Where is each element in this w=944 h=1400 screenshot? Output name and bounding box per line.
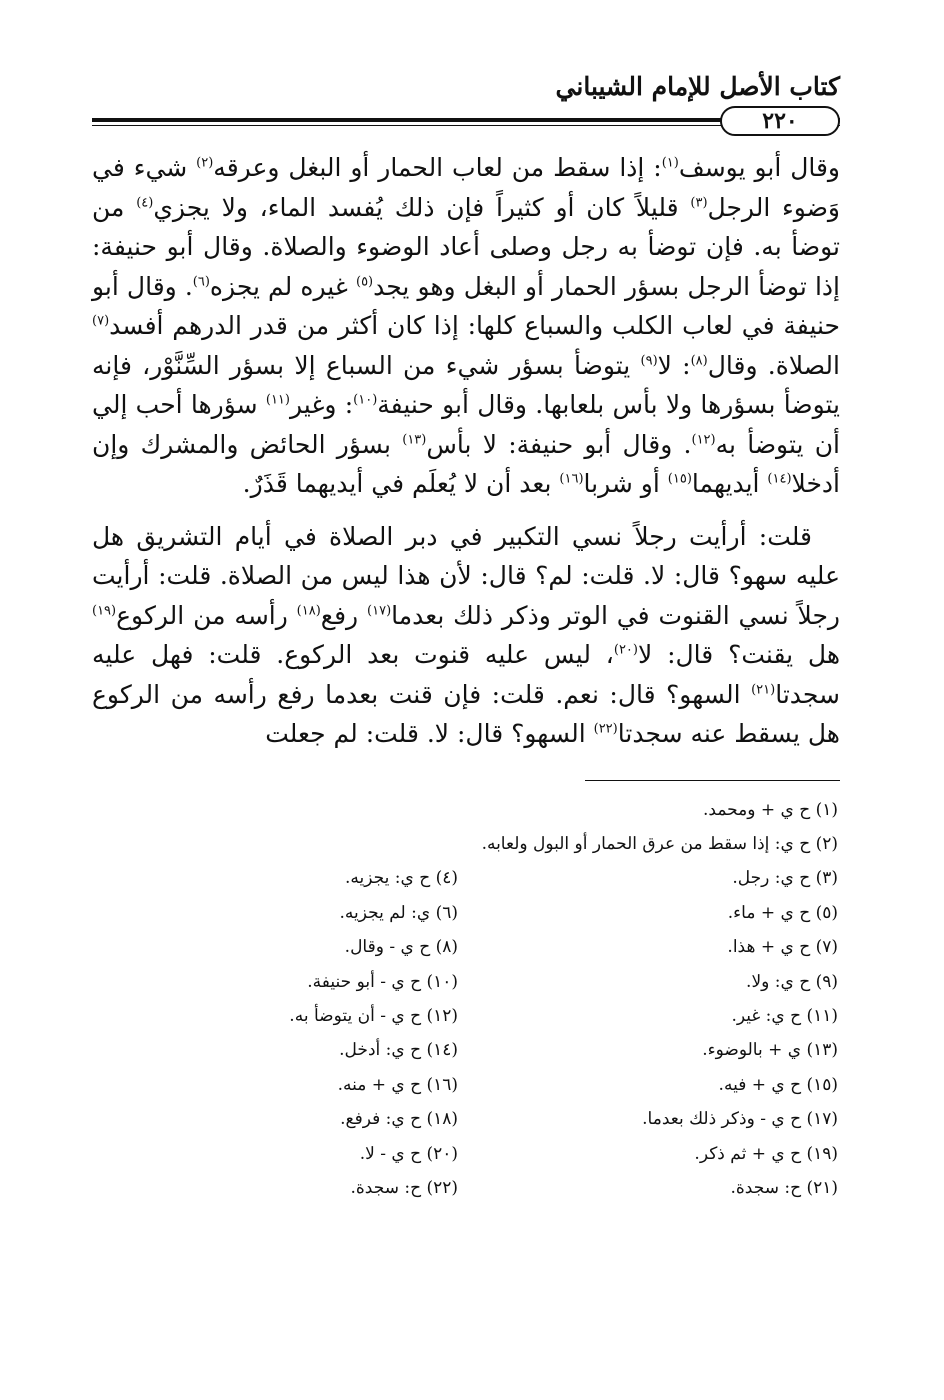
footnote-marker: (١٤) <box>767 471 792 487</box>
text-run: السهو؟ قال: نعم. قلت: فإن قنت بعدما رفع رأسه من الركوع هل يسقط عنه سجدتا <box>92 679 840 748</box>
footnote: (٥) ح ي + ماء. <box>727 902 838 923</box>
footnote: (١٧) ح ي - وذكر ذلك بعدما. <box>642 1109 838 1130</box>
footnote-marker: (٩) <box>640 352 658 368</box>
footnote: (٨) ح ي - وقال. <box>344 937 458 958</box>
footnotes <box>92 793 840 1206</box>
footnote: (١٢) ح ي - أن يتوضأ به. <box>289 1005 458 1026</box>
footnote-marker: (٢٢) <box>593 721 618 737</box>
running-header <box>92 70 840 104</box>
page <box>92 70 840 1205</box>
footnote: (٢) ح ي: إذا سقط من عرق الحمار أو البول ولعابه. <box>481 833 838 854</box>
text-run: ، ليس عليه قنوت بعد الركوع. قلت: فهل عليه سجدتا <box>92 640 840 709</box>
text-run: بعد أن لا يُعلَم في أيديهما قَذَرٌ. <box>242 469 560 498</box>
footnote-marker: (٥) <box>355 273 374 289</box>
footnote-marker: (١٠) <box>353 392 378 408</box>
footnote: (٢٠) ح ي - لا. <box>359 1143 458 1164</box>
text-run: : لا <box>657 350 691 380</box>
text-run: . وقال أبو حنيفة: لا بأس <box>426 429 692 459</box>
text-run: . وقال أبو حنيفة في لعاب الكلب والسباع كلها: إذا كان أكثر من قدر الدرهم أفسد <box>92 271 840 340</box>
footnote-marker: (٧) <box>92 313 110 329</box>
footnote: (١٣) ي + بالوضوء. <box>702 1040 838 1061</box>
footnote-marker: (٢٠) <box>613 642 638 658</box>
text-run: من توضأ به. فإن توضأ به رجل وصلى أعاد الوضوء والصلاة. وقال أبو حنيفة: إذا توضأ الرجل بسؤر الحمار أو البغل وهو يجد <box>92 192 841 301</box>
paragraph <box>92 517 840 754</box>
text-run: السهو؟ قال: لا. قلت: لم جعلت <box>265 719 594 748</box>
text-run: : إذا سقط من لعاب الحمار أو البغل وعرقه <box>213 153 662 182</box>
text-run: قلت: أرأيت رجلاً نسي التكبير في دبر الصلاة في أيام التشريق هل عليه سهو؟ قال: لا. قلت: لم؟ قال: لأن هذا ليس من الصلاة. قلت: أرأيت رجلاً نسي القنوت في الوتر وذكر ذلك بعدما <box>92 521 840 630</box>
header-rule <box>92 106 840 140</box>
text-run: أيديهما <box>691 469 768 498</box>
footnote: (٩) ح ي: ولا. <box>746 971 838 992</box>
text-run: شيء في وَضوء الرجل <box>92 153 840 222</box>
text-run: هل يقنت؟ قال: لا <box>637 640 841 669</box>
footnote: (٣) ح ي: رجل. <box>732 868 838 889</box>
footnote: (٧) ح ي + هذا. <box>727 937 838 958</box>
footnote: (١٦) ح ي + منه. <box>337 1074 458 1095</box>
footnote: (١٨) ح ي: فرفع. <box>340 1109 458 1130</box>
footnote-marker: (١٥) <box>667 471 692 487</box>
footnote: (١٠) ح ي - أبو حنيفة. <box>307 971 458 992</box>
footnote: (١٤) ح ي: أدخل. <box>339 1040 458 1061</box>
footnote: (١١) ح ي: غير. <box>731 1005 838 1026</box>
footnote-marker: (١١) <box>265 392 290 408</box>
footnote-marker: (٢١) <box>751 681 776 697</box>
text-run: رأسه من الركوع <box>116 600 297 630</box>
text-run: غيره لم يجزه <box>209 271 356 301</box>
footnote: (١٥) ح ي + فيه. <box>718 1074 838 1095</box>
text-run: سؤرها أحب إلي أن يتوضأ به <box>92 390 841 459</box>
footnote: (٢١) ح: سجدة. <box>730 1177 838 1198</box>
footnote: (٤) ح ي: يجزيه. <box>345 868 458 889</box>
footnote-marker: (١٨) <box>296 602 321 618</box>
text-run: الصلاة. وقال <box>707 350 840 380</box>
footnote: (٢٢) ح: سجدة. <box>350 1177 458 1198</box>
footnote-marker: (٨) <box>690 352 708 368</box>
footnote-marker: (١٦) <box>559 471 584 487</box>
footnote-marker: (٣) <box>690 194 708 210</box>
footnote-marker: (١) <box>661 155 679 171</box>
footnote-marker: (٤) <box>136 194 154 210</box>
text-run: قليلاً كان أو كثيراً فإن ذلك يُفسد الماء، ولا يجزي <box>153 192 691 222</box>
paragraph <box>92 148 840 504</box>
text-run: بسؤر الحائض والمشرك وإن أدخلا <box>92 429 840 498</box>
footnote-marker: (١٢) <box>691 431 716 447</box>
footnote-columns <box>92 861 840 1205</box>
book-title: كتاب الأصل للإمام الشيباني <box>555 72 840 101</box>
footnote: (١) ح ي + ومحمد. <box>703 799 838 820</box>
main-text <box>92 148 840 754</box>
text-run: يتوضأ بسؤر شيء من السباع إلا بسؤر السِّنَّوْر، فإنه يتوضأ بسؤرها ولا بأس بلعابها. وقال أبو حنيفة <box>92 350 840 419</box>
text-run: أو شربا <box>583 469 668 498</box>
text-run: : وغير <box>289 390 354 419</box>
footnote: (٦) ي: لم يجزيه. <box>339 902 458 923</box>
text-run: رفع <box>320 600 368 630</box>
footnote-marker: (٦) <box>192 273 210 289</box>
footnote-separator <box>585 780 840 781</box>
footnote-marker: (١٧) <box>367 602 392 618</box>
footnote-marker: (١٩) <box>92 602 117 618</box>
text-run: وقال أبو يوسف <box>678 153 841 182</box>
page-number: ٢٢٠ <box>720 106 840 136</box>
footnote-marker: (١٣) <box>402 431 427 447</box>
footnote-marker: (٢) <box>196 155 214 171</box>
footnote: (١٩) ح ي + ثم ذكر. <box>694 1143 838 1164</box>
